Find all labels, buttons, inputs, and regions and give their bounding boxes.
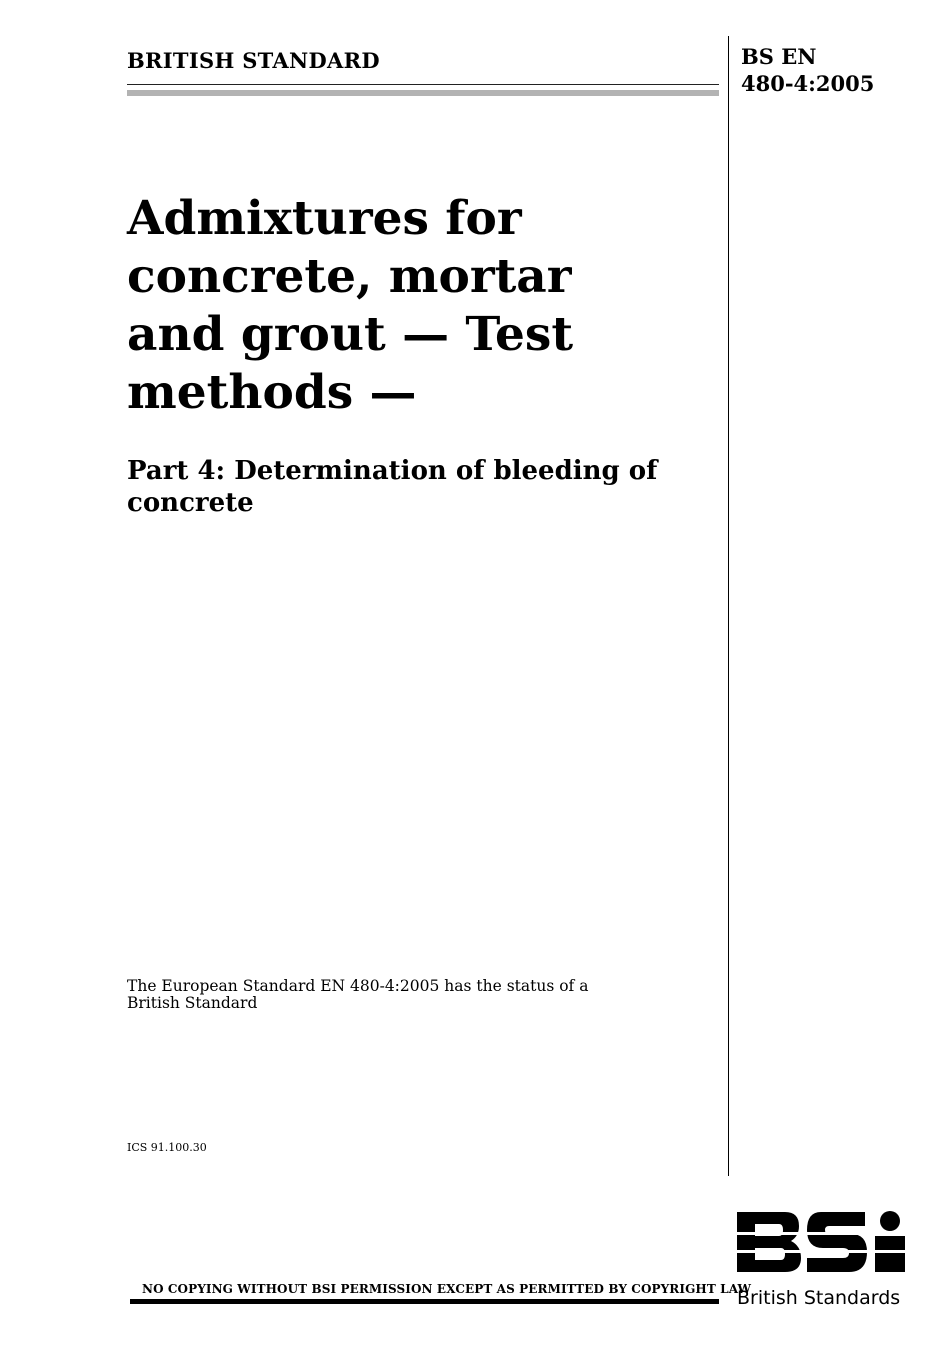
status-statement [127,978,647,1012]
vertical-divider [728,36,729,1176]
standard-number [741,43,874,97]
title-line: methods — [127,365,417,420]
bsi-logo-dot [880,1211,900,1231]
bsi-logo-letter-s [807,1212,867,1272]
title-line: Admixtures for [127,191,522,246]
bsi-tagline: British Standards [737,1287,901,1309]
title-line: concrete, mortar [127,249,572,304]
title-line: and grout — Test [127,307,574,362]
footer-rule [130,1299,719,1304]
bsi-logo-letter-i [875,1236,905,1272]
bsi-logo-letter-b [737,1212,801,1272]
standard-number-line1: BS EN [741,44,817,69]
status-line: British Standard [127,994,258,1012]
standard-number-line2: 480-4:2005 [741,71,875,96]
header-thick-rule [127,90,719,96]
document-title [127,190,717,422]
subtitle-line: Part 4: Determination of bleeding of [127,456,658,486]
header-label: BRITISH STANDARD [127,48,380,73]
subtitle-line: concrete [127,488,254,518]
header-thin-rule [127,84,719,85]
copyright-notice: NO COPYING WITHOUT BSI PERMISSION EXCEPT AS PERMITTED BY COPYRIGHT LAW [142,1282,752,1296]
bsi-logo [737,1210,905,1274]
document-subtitle [127,455,707,519]
ics-code: ICS 91.100.30 [127,1141,207,1154]
status-line: The European Standard EN 480-4:2005 has the status of a [127,977,589,995]
